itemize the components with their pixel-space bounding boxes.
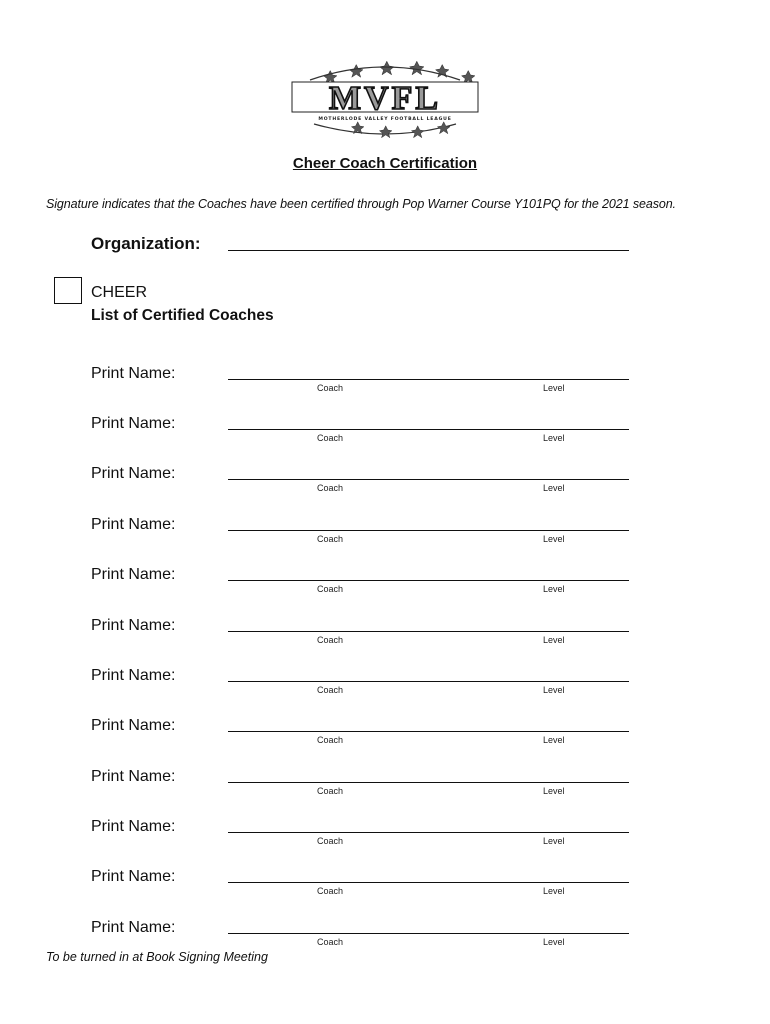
print-name-label: Print Name: [91,717,176,734]
level-caption: Level [543,685,565,695]
coach-name-field[interactable] [228,580,629,581]
coach-caption: Coach [317,383,344,393]
level-caption: Level [543,886,565,896]
coach-name-field[interactable] [228,379,629,380]
coach-row [0,868,770,908]
footer-note: To be turned in at Book Signing Meeting [46,950,268,964]
coach-name-field[interactable] [228,479,629,480]
coach-caption: Coach [317,685,344,695]
coach-caption: Coach [317,836,344,846]
print-name-label: Print Name: [91,919,176,936]
certification-statement: Signature indicates that the Coaches have been certified through Pop Warner Course Y101PQ for the 2021 season. [46,197,676,211]
level-caption: Level [543,534,565,544]
coach-caption: Coach [317,886,344,896]
coach-name-field[interactable] [228,631,629,632]
level-caption: Level [543,786,565,796]
level-caption: Level [543,836,565,846]
print-name-label: Print Name: [91,868,176,885]
coach-caption: Coach [317,937,344,947]
coach-name-field[interactable] [228,832,629,833]
coach-name-field[interactable] [228,429,629,430]
print-name-label: Print Name: [91,365,176,382]
level-caption: Level [543,937,565,947]
print-name-label: Print Name: [91,667,176,684]
level-caption: Level [543,584,565,594]
coach-row [0,365,770,405]
print-name-label: Print Name: [91,465,176,482]
logo-letters: MVFL [328,80,442,117]
logo-tagline: MOTHERLODE VALLEY FOOTBALL LEAGUE [318,117,452,122]
level-caption: Level [543,433,565,443]
cheer-checkbox-label: CHEER [91,284,148,301]
level-caption: Level [543,483,565,493]
coach-caption: Coach [317,735,344,745]
coach-name-field[interactable] [228,731,629,732]
level-caption: Level [543,383,565,393]
organization-field[interactable] [228,250,629,251]
coach-row [0,415,770,455]
mvfl-logo [288,58,482,142]
organization-label: Organization: [91,234,201,253]
print-name-label: Print Name: [91,818,176,835]
print-name-label: Print Name: [91,516,176,533]
coach-caption: Coach [317,534,344,544]
page-title: Cheer Coach Certification [292,155,478,172]
coach-caption: Coach [317,433,344,443]
list-heading: List of Certified Coaches [91,307,274,324]
coach-row [0,566,770,606]
coach-row [0,667,770,707]
coach-name-field[interactable] [228,530,629,531]
coach-caption: Coach [317,483,344,493]
print-name-label: Print Name: [91,768,176,785]
coach-row [0,516,770,556]
coach-caption: Coach [317,584,344,594]
cheer-checkbox[interactable] [54,277,82,304]
coach-row [0,818,770,858]
print-name-label: Print Name: [91,566,176,583]
level-caption: Level [543,735,565,745]
coach-row [0,768,770,808]
coach-row [0,617,770,657]
coach-row [0,465,770,505]
coach-row [0,717,770,757]
coach-name-field[interactable] [228,933,629,934]
coach-caption: Coach [317,635,344,645]
print-name-label: Print Name: [91,415,176,432]
coach-name-field[interactable] [228,882,629,883]
coach-caption: Coach [317,786,344,796]
coach-name-field[interactable] [228,681,629,682]
coach-name-field[interactable] [228,782,629,783]
level-caption: Level [543,635,565,645]
print-name-label: Print Name: [91,617,176,634]
